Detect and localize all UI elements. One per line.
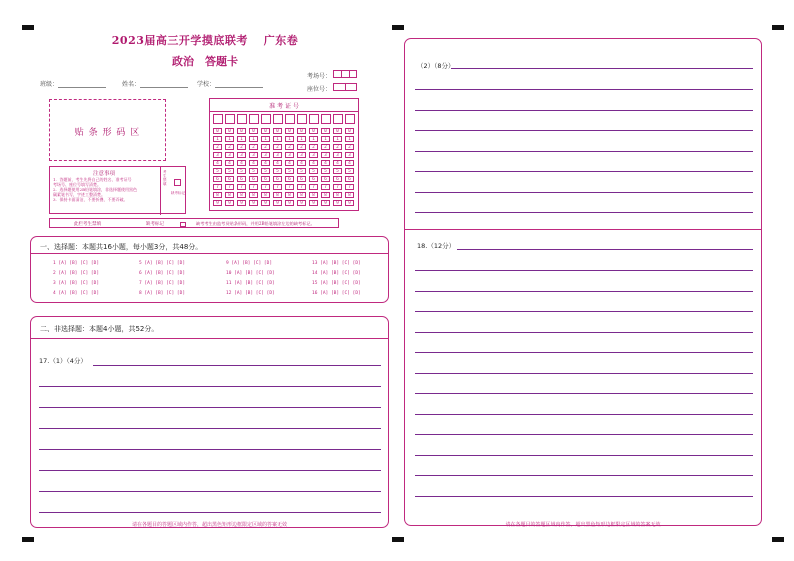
ticket-digit-bubble[interactable]: 7 (237, 184, 246, 190)
ticket-digit-bubble[interactable]: 4 (345, 160, 354, 166)
absence-mark-box[interactable] (174, 179, 181, 186)
ticket-input-cell[interactable] (309, 114, 319, 124)
registration-mark (772, 25, 784, 30)
divider (405, 229, 761, 230)
choice-title: 一、选择题：本题共16小题，每小题3分，共48分。 (40, 243, 203, 251)
ticket-digit-bubble[interactable]: 5 (261, 168, 270, 174)
answer-line[interactable] (39, 428, 381, 429)
ticket-digit-bubble[interactable]: 8 (333, 192, 342, 198)
ticket-digit-bubble[interactable]: 6 (249, 176, 258, 182)
ticket-digit-bubble[interactable]: 5 (249, 168, 258, 174)
answer-line[interactable] (415, 89, 753, 90)
answer-line[interactable] (93, 365, 381, 366)
ticket-digit-bubble[interactable]: 0 (261, 128, 270, 134)
ticket-digit-bubble[interactable]: 9 (321, 200, 330, 206)
school-field[interactable]: 学校： (197, 79, 263, 88)
ticket-digit-bubble[interactable]: 5 (321, 168, 330, 174)
answer-line[interactable] (415, 212, 753, 213)
ticket-input-cell[interactable] (285, 114, 295, 124)
ticket-digit-bubble[interactable]: 1 (309, 136, 318, 142)
ticket-digit-bubble[interactable]: 2 (285, 144, 294, 150)
choice-item[interactable]: 4 [A] [B] [C] [D] (53, 291, 100, 296)
answer-line[interactable] (415, 130, 753, 131)
ticket-digit-bubble[interactable]: 5 (273, 168, 282, 174)
ticket-digit-bubble[interactable]: 9 (237, 200, 246, 206)
ticket-digit-bubble[interactable]: 5 (333, 168, 342, 174)
ticket-digit-bubble[interactable]: 3 (249, 152, 258, 158)
answer-line[interactable] (415, 373, 753, 374)
ticket-digit-bubble[interactable]: 5 (213, 168, 222, 174)
divider (341, 70, 342, 78)
ticket-digit-bubble[interactable]: 9 (249, 200, 258, 206)
ticket-digit-bubble[interactable]: 4 (249, 160, 258, 166)
answer-line[interactable] (39, 449, 381, 450)
answer-line[interactable] (415, 475, 753, 476)
ticket-digit-bubble[interactable]: 1 (333, 136, 342, 142)
ticket-digit-bubble[interactable]: 6 (345, 176, 354, 182)
ticket-input-cell[interactable] (345, 114, 355, 124)
choice-item[interactable]: 3 [A] [B] [C] [D] (53, 281, 100, 286)
ticket-digit-bubble[interactable]: 4 (261, 160, 270, 166)
answer-line[interactable] (415, 393, 753, 394)
ticket-digit-bubble[interactable]: 8 (237, 192, 246, 198)
choice-item[interactable]: 7 [A] [B] [C] [D] (139, 281, 186, 286)
choice-item[interactable]: 16 [A] [B] [C] [D] (312, 291, 361, 296)
ticket-digit-bubble[interactable]: 3 (273, 152, 282, 158)
registration-mark (22, 25, 34, 30)
ticket-digit-bubble[interactable]: 9 (273, 200, 282, 206)
ticket-digit-bubble[interactable]: 6 (321, 176, 330, 182)
divider (345, 83, 346, 91)
choice-item[interactable]: 14 [A] [B] [C] [D] (312, 271, 361, 276)
choice-item[interactable]: 15 [A] [B] [C] [D] (312, 281, 361, 286)
ticket-digit-bubble[interactable]: 8 (309, 192, 318, 198)
strip-text-c: 缺考考生由监考员贴条形码，并用2B铅笔填涂左边的缺考标记。 (196, 221, 315, 226)
ticket-digit-bubble[interactable]: 1 (321, 136, 330, 142)
ticket-digit-bubble[interactable]: 2 (309, 144, 318, 150)
divider (31, 253, 388, 254)
ticket-input-cell[interactable] (297, 114, 307, 124)
q18-label: 18.（12分） (417, 242, 456, 250)
barcode-label: 贴 条 形 码 区 (74, 128, 141, 138)
ticket-digit-bubble[interactable]: 6 (213, 176, 222, 182)
ticket-digit-bubble[interactable]: 2 (297, 144, 306, 150)
ticket-input-cell[interactable] (273, 114, 283, 124)
notice-box (49, 166, 186, 214)
answer-line[interactable] (415, 352, 753, 353)
notice-side-label: 考生禁填 (163, 170, 167, 186)
absence-strip (49, 218, 339, 228)
ticket-digit-bubble[interactable]: 7 (213, 184, 222, 190)
ticket-digit-bubble[interactable]: 2 (321, 144, 330, 150)
ticket-digit-bubble[interactable]: 6 (333, 176, 342, 182)
divider (31, 338, 388, 339)
choice-item[interactable]: 5 [A] [B] [C] [D] (139, 261, 186, 266)
ticket-digit-bubble[interactable]: 4 (273, 160, 282, 166)
ticket-digit-bubble[interactable]: 5 (225, 168, 234, 174)
choice-item[interactable]: 13 [A] [B] [C] [D] (312, 261, 361, 266)
answer-line[interactable] (415, 151, 753, 152)
ticket-digit-bubble[interactable]: 4 (237, 160, 246, 166)
right-answer-area (404, 38, 762, 526)
ticket-digit-bubble[interactable]: 5 (237, 168, 246, 174)
q17-label: 17.（1）（4分） (39, 357, 87, 365)
choice-item[interactable]: 11 [A] [B] [C] [D] (226, 281, 275, 286)
ticket-digit-bubble[interactable]: 3 (225, 152, 234, 158)
ticket-digit-bubble[interactable]: 6 (273, 176, 282, 182)
ticket-number-grid[interactable] (209, 98, 359, 211)
ticket-digit-bubble[interactable]: 2 (273, 144, 282, 150)
ticket-digit-bubble[interactable]: 6 (237, 176, 246, 182)
ticket-digit-bubble[interactable]: 1 (237, 136, 246, 142)
answer-line[interactable] (415, 270, 753, 271)
ticket-digit-bubble[interactable]: 4 (213, 160, 222, 166)
answer-line[interactable] (457, 249, 753, 250)
ticket-input-cell[interactable] (261, 114, 271, 124)
ticket-number-label: 准 考 证 号 (269, 103, 299, 110)
ticket-digit-bubble[interactable]: 1 (213, 136, 222, 142)
ticket-digit-bubble[interactable]: 6 (261, 176, 270, 182)
barcode-area (49, 99, 166, 161)
strip-text-a: 此栏考生禁填 (74, 222, 101, 227)
ticket-digit-bubble[interactable]: 0 (237, 128, 246, 134)
page-subtitle: 政治 答题卡 (172, 55, 238, 68)
ticket-digit-bubble[interactable]: 7 (225, 184, 234, 190)
registration-mark (392, 537, 404, 542)
ticket-digit-bubble[interactable]: 7 (345, 184, 354, 190)
choice-section (30, 236, 389, 303)
ticket-input-cell[interactable] (237, 114, 247, 124)
ticket-digit-bubble[interactable]: 7 (261, 184, 270, 190)
ticket-digit-bubble[interactable]: 8 (261, 192, 270, 198)
ticket-digit-bubble[interactable]: 0 (309, 128, 318, 134)
ticket-digit-bubble[interactable]: 4 (309, 160, 318, 166)
ticket-digit-bubble[interactable]: 7 (321, 184, 330, 190)
ticket-digit-bubble[interactable]: 8 (249, 192, 258, 198)
ticket-digit-bubble[interactable]: 7 (297, 184, 306, 190)
ticket-digit-bubble[interactable]: 0 (297, 128, 306, 134)
ticket-digit-bubble[interactable]: 2 (237, 144, 246, 150)
ticket-digit-bubble[interactable]: 8 (297, 192, 306, 198)
ticket-digit-bubble[interactable]: 1 (345, 136, 354, 142)
ticket-digit-bubble[interactable]: 0 (273, 128, 282, 134)
ticket-digit-bubble[interactable]: 0 (345, 128, 354, 134)
footer-note-left: 请在各题目的答题区域内作答，超出黑色矩形边框限定区域的答案无效 (131, 522, 287, 528)
notice-title: 注意事项 (92, 171, 115, 177)
class-field[interactable]: 班级： (40, 79, 106, 88)
ticket-digit-bubble[interactable]: 2 (333, 144, 342, 150)
ticket-digit-bubble[interactable]: 8 (345, 192, 354, 198)
registration-mark (22, 537, 34, 542)
ticket-digit-bubble[interactable]: 5 (297, 168, 306, 174)
ticket-digit-bubble[interactable]: 5 (345, 168, 354, 174)
ticket-digit-bubble[interactable]: 6 (309, 176, 318, 182)
ticket-digit-bubble[interactable]: 7 (285, 184, 294, 190)
ticket-digit-bubble[interactable]: 9 (345, 200, 354, 206)
page-title: 2023届高三开学摸底联考 广东卷 (111, 34, 299, 47)
ticket-digit-bubble[interactable]: 1 (273, 136, 282, 142)
answer-line[interactable] (39, 407, 381, 408)
ticket-digit-bubble[interactable]: 0 (225, 128, 234, 134)
notice-side-sub: 缺考标记 (171, 191, 185, 195)
ticket-digit-bubble[interactable]: 3 (345, 152, 354, 158)
ticket-digit-bubble[interactable]: 4 (297, 160, 306, 166)
ticket-digit-bubble[interactable]: 8 (225, 192, 234, 198)
choice-item[interactable]: 8 [A] [B] [C] [D] (139, 291, 186, 296)
ticket-digit-bubble[interactable]: 2 (249, 144, 258, 150)
ticket-digit-bubble[interactable]: 9 (333, 200, 342, 206)
ticket-digit-bubble[interactable]: 4 (285, 160, 294, 166)
ticket-digit-bubble[interactable]: 7 (249, 184, 258, 190)
choice-item[interactable]: 1 [A] [B] [C] [D] (53, 261, 100, 266)
ticket-input-cell[interactable] (213, 114, 223, 124)
ticket-digit-bubble[interactable]: 3 (309, 152, 318, 158)
ticket-digit-bubble[interactable]: 7 (273, 184, 282, 190)
divider (210, 111, 358, 112)
name-field[interactable]: 姓名： (122, 79, 188, 88)
notice-lines: 1．答题前，考生先将自己的姓名、准考证号 考场号、座位号填写清楚。 2．选择题使用2B铅笔填涂，非选择题使用黑色 碳素笔书写，字迹工整清楚。 3．保持卡面清洁，不要折叠、不要弄破。 (53, 177, 138, 202)
answer-line[interactable] (415, 496, 753, 497)
ticket-digit-bubble[interactable]: 3 (261, 152, 270, 158)
ticket-digit-bubble[interactable]: 9 (213, 200, 222, 206)
answer-line[interactable] (415, 192, 753, 193)
ticket-digit-bubble[interactable]: 9 (297, 200, 306, 206)
answer-line[interactable] (415, 171, 753, 172)
ticket-digit-bubble[interactable]: 5 (309, 168, 318, 174)
divider (349, 70, 350, 78)
ticket-digit-bubble[interactable]: 9 (225, 200, 234, 206)
divider (160, 167, 161, 215)
ticket-digit-bubble[interactable]: 3 (213, 152, 222, 158)
ticket-digit-bubble[interactable]: 1 (297, 136, 306, 142)
ticket-digit-bubble[interactable]: 9 (261, 200, 270, 206)
choice-item[interactable]: 9 [A] [B] [C] [D] (226, 261, 273, 266)
seat-field[interactable]: 座位号： (307, 86, 332, 93)
ticket-digit-bubble[interactable]: 3 (297, 152, 306, 158)
ticket-digit-bubble[interactable]: 4 (321, 160, 330, 166)
ticket-digit-bubble[interactable]: 8 (213, 192, 222, 198)
ticket-digit-bubble[interactable]: 5 (285, 168, 294, 174)
ticket-digit-bubble[interactable]: 2 (261, 144, 270, 150)
ticket-digit-bubble[interactable]: 6 (225, 176, 234, 182)
ticket-input-cell[interactable] (333, 114, 343, 124)
answer-line[interactable] (415, 311, 753, 312)
choice-item[interactable]: 10 [A] [B] [C] [D] (226, 271, 275, 276)
registration-mark (772, 537, 784, 542)
ticket-digit-bubble[interactable]: 1 (261, 136, 270, 142)
answer-line[interactable] (39, 386, 381, 387)
ticket-digit-bubble[interactable]: 2 (345, 144, 354, 150)
ticket-digit-bubble[interactable]: 6 (285, 176, 294, 182)
ticket-digit-bubble[interactable]: 9 (309, 200, 318, 206)
answer-line[interactable] (415, 291, 753, 292)
choice-item[interactable]: 6 [A] [B] [C] [D] (139, 271, 186, 276)
nonchoice-title: 二、非选择题：本题4小题，共52分。 (40, 325, 159, 333)
choice-item[interactable]: 12 [A] [B] [C] [D] (226, 291, 275, 296)
ticket-digit-bubble[interactable]: 6 (297, 176, 306, 182)
ticket-digit-bubble[interactable]: 4 (333, 160, 342, 166)
strip-text-b: 缺考标记 (146, 222, 164, 227)
answer-line[interactable] (39, 512, 381, 513)
ticket-digit-bubble[interactable]: 7 (333, 184, 342, 190)
q17-2-label: （2）（8分） (417, 62, 455, 70)
ticket-digit-bubble[interactable]: 2 (213, 144, 222, 150)
ticket-input-cell[interactable] (225, 114, 235, 124)
ticket-digit-bubble[interactable]: 0 (333, 128, 342, 134)
ticket-digit-bubble[interactable]: 1 (285, 136, 294, 142)
exam-room-box[interactable] (333, 70, 357, 78)
answer-line[interactable] (39, 491, 381, 492)
ticket-input-cell[interactable] (249, 114, 259, 124)
ticket-digit-bubble[interactable]: 3 (285, 152, 294, 158)
ticket-digit-bubble[interactable]: 1 (225, 136, 234, 142)
answer-line[interactable] (415, 332, 753, 333)
ticket-digit-bubble[interactable]: 2 (225, 144, 234, 150)
registration-mark (392, 25, 404, 30)
ticket-digit-bubble[interactable]: 8 (321, 192, 330, 198)
ticket-digit-bubble[interactable]: 8 (273, 192, 282, 198)
ticket-digit-bubble[interactable]: 0 (213, 128, 222, 134)
answer-line[interactable] (415, 434, 753, 435)
ticket-digit-bubble[interactable]: 9 (285, 200, 294, 206)
exam-room-field[interactable]: 考场号： (307, 73, 332, 80)
ticket-digit-bubble[interactable]: 0 (249, 128, 258, 134)
answer-line[interactable] (451, 68, 753, 69)
ticket-digit-bubble[interactable]: 3 (333, 152, 342, 158)
footer-note-right: 请在各题目的答题区域内作答，超出黑色矩形边框限定区域的答案无效 (505, 522, 661, 528)
ticket-digit-bubble[interactable]: 3 (237, 152, 246, 158)
ticket-digit-bubble[interactable]: 1 (249, 136, 258, 142)
answer-line[interactable] (415, 110, 753, 111)
ticket-input-cell[interactable] (321, 114, 331, 124)
choice-item[interactable]: 2 [A] [B] [C] [D] (53, 271, 100, 276)
ticket-digit-bubble[interactable]: 8 (285, 192, 294, 198)
answer-line[interactable] (39, 470, 381, 471)
ticket-digit-bubble[interactable]: 0 (285, 128, 294, 134)
nonchoice-section (30, 316, 389, 528)
ticket-digit-bubble[interactable]: 4 (225, 160, 234, 166)
ticket-digit-bubble[interactable]: 7 (309, 184, 318, 190)
answer-line[interactable] (415, 414, 753, 415)
answer-line[interactable] (415, 455, 753, 456)
absence-checkbox[interactable] (180, 222, 186, 227)
ticket-digit-bubble[interactable]: 0 (321, 128, 330, 134)
ticket-digit-bubble[interactable]: 3 (321, 152, 330, 158)
